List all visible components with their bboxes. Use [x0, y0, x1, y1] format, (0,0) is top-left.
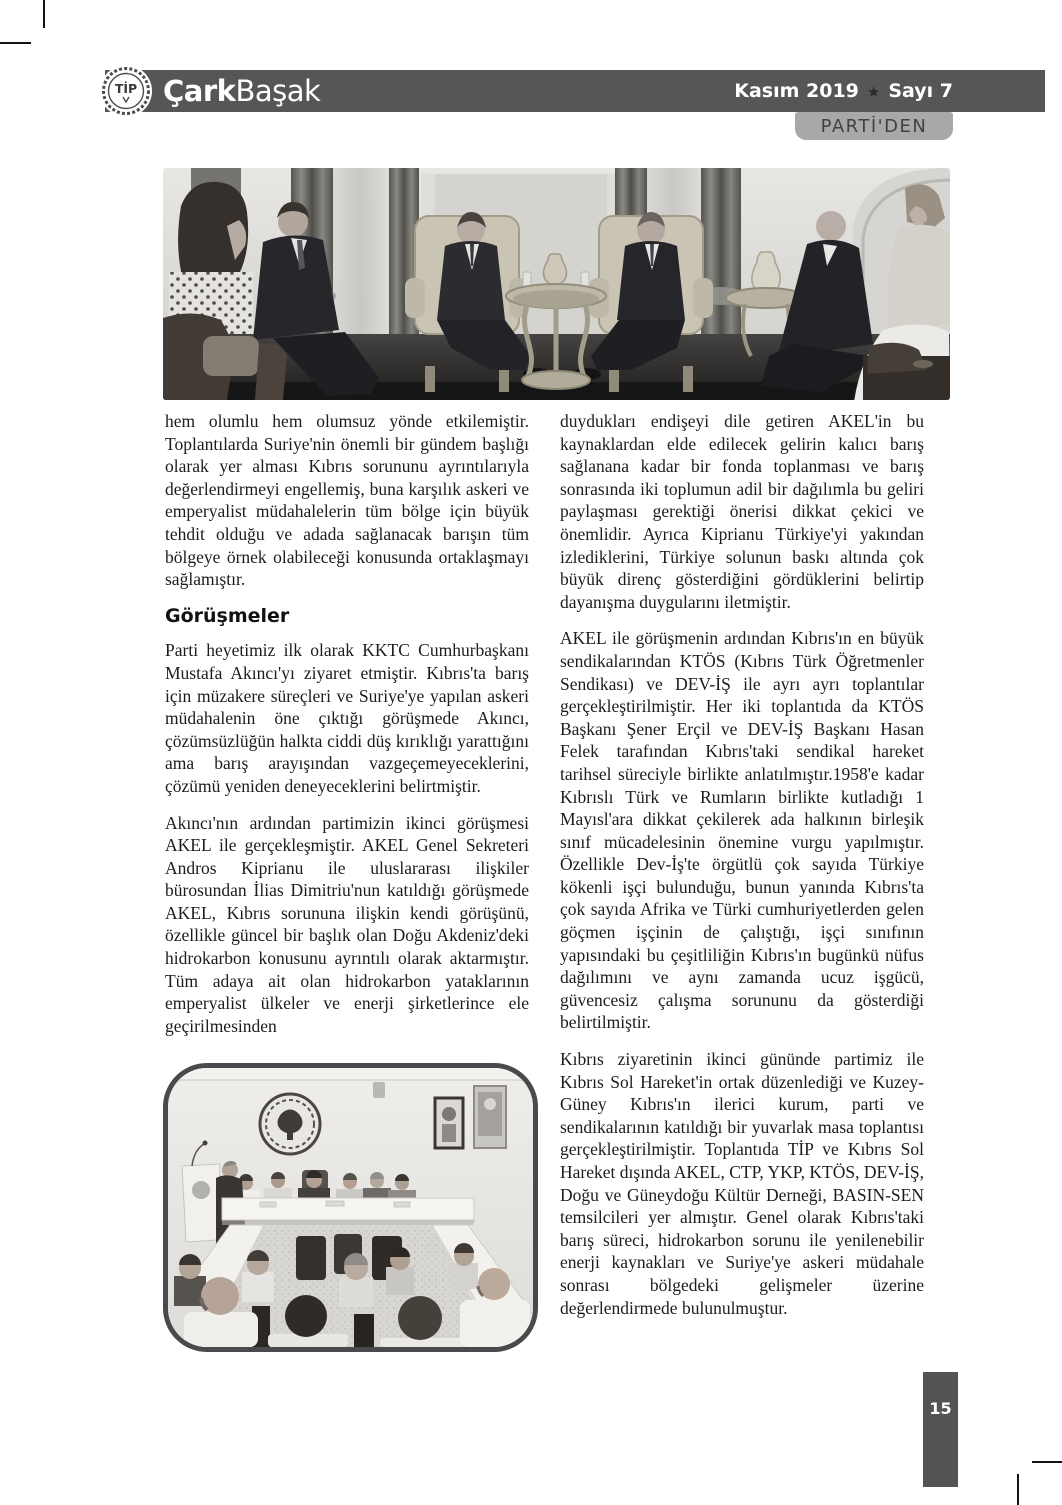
issue-date: Kasım 2019 — [734, 80, 859, 102]
photo2-portrait-frame-2 — [474, 1086, 506, 1148]
issue-number: Sayı 7 — [888, 80, 953, 102]
paragraph: AKEL ile görüşmenin ardından Kıbrıs'ın en büyük sendikalarından KTÖS (Kıbrıs Türk Öğretmenler Sendikası) ve DEV-İŞ ile ayrı ayrı toplantılar gerçekleştirilmiştir. Her iki toplantıda da KTÖS Başkanı Şener Erçil ve DEV-İŞ Başkanı Hasan Felek tarafından Kıbrıs'taki sendikal hareket tarihsel süreciyle birlikte anlatılmıştır.1958'e kadar Kıbrıslı Türk ve Rumların birlikte kutladığı 1 Mayısl'ara dikkat çekilerek ada halkının birleşik sınıf mücadelesinin önemine vurgu yapılmıştır. Özellikle Dev-İş'te örgütlü çok sayıda Türkiye kökenli işçi bulunduğu, bunun yanında Kıbrıs'ta çok sayıda Afrika ve Türki cumhuriyetlerden gelen göçmen işçinin de çalıştığı, işçi sınıfının yapısındaki bu çeşitliliğin Kıbrıs'ın bugünkü nüfus dağılımını ve aynı zamanda ucuz işgücü, güvencesiz çalışma sorununu da gösterdiği belirtilmiştir. — [560, 628, 924, 1033]
photo2-speaker — [373, 1082, 385, 1098]
photo-roundtable-meeting — [163, 1063, 538, 1352]
tip-party-logo-icon — [99, 64, 153, 118]
page-number — [923, 1372, 958, 1487]
paragraph: Kıbrıs ziyaretinin ikinci gününde partimiz ile Kıbrıs Sol Hareket'in ortak düzenlediği ve Kuzey-Güney Kıbrıs'ın ilerici kurum, parti ve sendikalarının katıldığı bir yuvarlak masa toplantısı gerçekleştirilmiştir. Toplantıda TİP ve Kıbrıs Sol Hareket dışında AKEL, CTP, YKP, KTÖS, DEV-İŞ, Doğu ve Güneydoğu Kültür Derneği, BASIN-SEN temsilcileri yer almıştır. Genel olarak Kıbrıs'taki barış süreci, hidrokarbon sorunu ile yenilenebilir enerji kaynakları ve Suriye'ye askeri müdahale sonrası bölgedeki gelişmeler üzerine değerlendirmede bulunulmuştur. — [560, 1049, 924, 1318]
article-right-column — [560, 410, 924, 1333]
section-heading: Görüşmeler — [165, 604, 290, 627]
photo2-ceiling — [168, 1068, 533, 1080]
article-left-column — [165, 410, 529, 1051]
paragraph: duydukları endişeyi dile getiren AKEL'in bu kaynaklardan elde edilecek gelirin kalıcı barış sağlanana kadar bir fonda toplanması ve barış sonrasında iki toplumun adil bir dağılımla bu geliri paylaşması gerektiği önerisi dikkat çekici ve önemlidir. Ayrıca Kiprianu Türkiye'yi yakından izlediklerini, Türkiye solunun baskı altında çok büyük direnç gösterdiğini gördüklerini belirtip dayanışma duygularını iletmiştir. — [560, 411, 924, 612]
masthead-bar — [105, 70, 1045, 112]
photo-woman-left — [169, 182, 253, 334]
masthead-title-bold: Çark — [163, 74, 236, 108]
crop-mark-top-left-horizontal — [0, 42, 31, 44]
star-icon: ★ — [866, 83, 881, 101]
crop-mark-top-left-vertical — [43, 0, 45, 28]
logo-text: TİP — [114, 81, 138, 96]
crop-mark-bottom-right-vertical — [1017, 1474, 1019, 1505]
crop-mark-bottom-right-horizontal — [1032, 1461, 1062, 1463]
issue-info — [734, 70, 953, 112]
paragraph: Akıncı'nın ardından partimizin ikinci görüşmesi AKEL ile gerçekleşmiştir. AKEL Genel Sekreteri Andros Kiprianu ile uluslararası ilişkiler bürosundan İlias Dimitriu'nun katıldığı görüşmede AKEL, Kıbrıs sorununa ilişkin kendi görüşünü, özellikle güncel bir başlık olan Doğu Akdeniz'deki hidrokarbon konusunu ayrıntılı olarak aktarmıştır. Tüm adaya ait olan hidrokarbon yataklarının emperyalist ülkeler ve enerji şirketlerince ele geçirilmesinden — [165, 812, 529, 1036]
photo2-head-table — [222, 1198, 474, 1225]
section-label — [795, 112, 953, 140]
paragraph: Parti heyetimiz ilk olarak KKTC Cumhurbaşkanı Mustafa Akıncı'yı ziyaret etmiştir. Kıbrıs'ta barış için müzakere süreçleri ve Suriye'ye yapılan askeri müdahalenin öne çıktığı görüşmede Akıncı, çözümsüzlüğün halkta ciddi düş kırıklığı yarattığını ama barış arayışından vazgeçemeyeceklerini, çözümü yeniden deneyeceklerini belirtmiştir. — [165, 640, 529, 796]
masthead-title-regular: Başak — [235, 74, 321, 108]
masthead-title — [163, 70, 320, 112]
page-number-text: 15 — [929, 1399, 952, 1418]
section-label-text: PARTİ'DEN — [820, 115, 928, 137]
photo-official-meeting — [163, 168, 950, 400]
photo2-union-emblem — [260, 1094, 320, 1154]
photo2-portrait-frame-1 — [435, 1098, 463, 1148]
paragraph: hem olumlu hem olumsuz yönde etkilemiştir. Toplantılarda Suriye'nin önemli bir gündem başlığı olarak yer alması Kıbrıs sorununu ayrıntılarıyla değerlendirmeyi engellemiş, buna karşılık askeri ve emperyalist müdahalelerin tüm bölge için büyük tehdit olduğu ve adada sağlanacak barışın tüm bölgeye örnek olabileceği konusunda ortaklaşmayı sağlamıştır. — [165, 411, 529, 590]
